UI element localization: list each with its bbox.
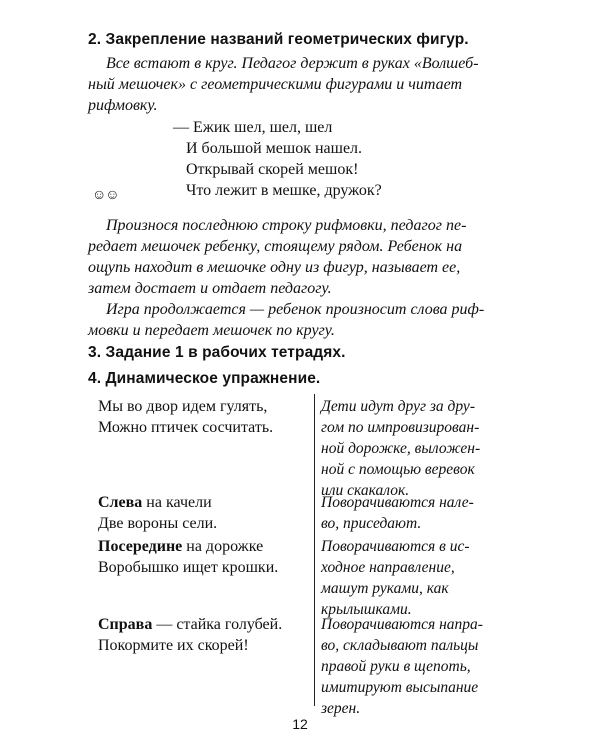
section-2-paragraph-3 xyxy=(88,299,518,341)
section-2-paragraph-2 xyxy=(88,215,518,299)
verse-line: Покормите их скорей! xyxy=(98,637,249,654)
text-line: ный мешочек» с геометрическими фигурами и читает xyxy=(88,76,463,93)
action-line: во, приседают. xyxy=(321,515,422,532)
verse-line: — Ежик шел, шел, шел xyxy=(173,119,333,136)
verse-line: И большой мешок нашел. xyxy=(186,140,363,157)
action-line: Поворачиваются напра- xyxy=(321,616,483,633)
verse-line: Воробышко ищет крошки. xyxy=(98,559,279,576)
verse-line: Что лежит в мешке, дружок? xyxy=(186,182,382,199)
page-number: 12 xyxy=(292,716,308,732)
text-line: затем достает и отдает педагогу. xyxy=(88,280,332,297)
action-cell xyxy=(321,396,516,501)
section-3-heading: 3. Задание 1 в рабочих тетрадях. xyxy=(88,344,346,361)
action-cell xyxy=(321,614,516,719)
rhyme-verse xyxy=(173,117,382,201)
action-line: крылышками. xyxy=(321,601,412,618)
verse-cell xyxy=(98,536,308,578)
verse-line: Открывай скорей мешок! xyxy=(186,161,359,178)
text-line: Произнося последнюю строку рифмовки, педагог пе- xyxy=(106,217,467,234)
action-line: имитируют высыпание xyxy=(321,679,479,696)
verse-line: — стайка голубей. xyxy=(152,616,283,633)
verse-line: Мы во двор идем гулять, xyxy=(98,398,268,415)
direction-word: Посередине xyxy=(98,538,183,555)
action-line: гом по импровизирован- xyxy=(321,419,480,436)
action-line: во, складывают пальцы xyxy=(321,637,479,654)
action-line: ной дорожке, выложен- xyxy=(321,440,481,457)
section-2-heading: 2. Закрепление названий геометрических фигур. xyxy=(88,31,469,48)
verse-line: на качели xyxy=(142,494,212,511)
verse-line: Можно птичек сосчитать. xyxy=(98,419,274,436)
action-line: правой руки в щепоть, xyxy=(321,658,471,675)
text-line: рифмовку. xyxy=(88,97,158,114)
action-line: машут руками, как xyxy=(321,580,449,597)
text-line: редает мешочек ребенку, стоящему рядом. Ребенок на xyxy=(88,238,463,255)
text-line: ощупь находит в мешочке одну из фигур, называет ее, xyxy=(88,259,461,276)
verse-line: на дорожке xyxy=(182,538,264,555)
direction-word: Справа xyxy=(98,616,153,633)
section-2-intro xyxy=(88,53,518,116)
text-line: мовки и передает мешочек по кругу. xyxy=(88,322,335,339)
smiley-icon: ☺☺ xyxy=(92,188,119,203)
verse-line: Две вороны сели. xyxy=(98,515,218,532)
direction-word: Слева xyxy=(98,494,143,511)
text-line: Игра продолжается — ребенок произносит слова риф- xyxy=(106,301,485,318)
verse-cell xyxy=(98,492,308,534)
text-line: Все встают в круг. Педагог держит в руках «Волшеб- xyxy=(106,55,479,72)
action-line: или скакалок. xyxy=(321,482,410,499)
action-cell xyxy=(321,492,516,534)
section-4-heading: 4. Динамическое упражнение. xyxy=(88,370,321,387)
action-cell xyxy=(321,536,516,620)
column-divider xyxy=(314,394,315,706)
action-line: Дети идут друг за дру- xyxy=(321,398,475,415)
action-line: зерен. xyxy=(321,700,361,717)
action-line: Поворачиваются нале- xyxy=(321,494,474,511)
verse-cell xyxy=(98,396,308,438)
action-line: Поворачиваются в ис- xyxy=(321,538,470,555)
action-line: ной с помощью веревок xyxy=(321,461,475,478)
action-line: ходное направление, xyxy=(321,559,455,576)
verse-cell xyxy=(98,614,308,656)
